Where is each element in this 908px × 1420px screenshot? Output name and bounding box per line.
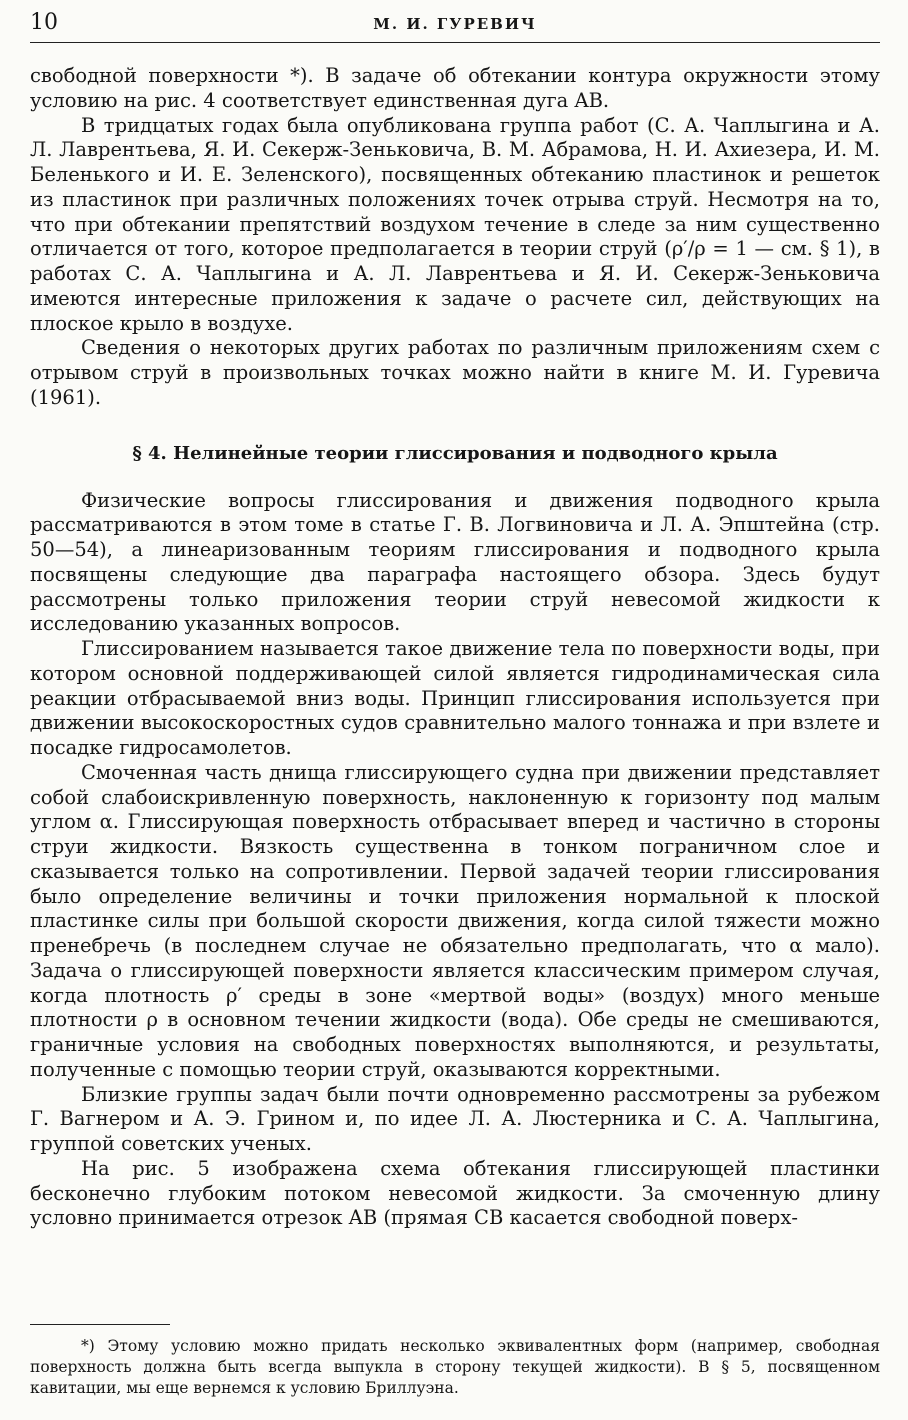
page-number: 10 bbox=[30, 10, 58, 35]
running-title: М. И. ГУРЕВИЧ bbox=[373, 15, 537, 33]
paragraph-8: На рис. 5 изображена схема обтекания глиссирующей пластинки бесконечно глубоким потоком невесомой жидкости. За смоченную длину условно принимается отрезок AB (прямая CB касается свободной поверх- bbox=[30, 1156, 880, 1230]
page-header bbox=[30, 8, 880, 38]
paragraph-2: В тридцатых годах была опубликована группа работ (С. А. Чаплыгина и А. Л. Лаврентьева, Я. И. Секерж-Зеньковича, В. М. Абрамова, Н. И. Ахиезера, И. М. Беленького и И. Е. Зеленского), посвященных обтеканию пластинок и решеток из пластинок при различных положениях точек отрыва струй. Несмотря на то, что при обтекании препятствий воздухом течение в следе за ним существенно отличается от того, которое предполагается в теории струй (ρ′/ρ = 1 — см. § 1), в работах С. А. Чаплыгина и А. Л. Лаврентьева и Я. И. Секерж-Зеньковича имеются интересные приложения к задаче о расчете сил, действующих на плоское крыло в воздухе. bbox=[30, 113, 880, 335]
footnote-text: *) Этому условию можно придать несколько эквивалентных форм (например, свободная поверхность должна быть всегда выпукла в сторону текущей жидкости). В § 5, посвященном кавитации, мы еще вернемся к условию Бриллуэна. bbox=[30, 1337, 880, 1397]
paragraph-1: свободной поверхности *). В задаче об обтекании контура окружности этому условию на рис. 4 соответствует единственная дуга AB. bbox=[30, 64, 880, 112]
paragraph-6: Смоченная часть днища глиссирующего судна при движении представляет собой слабоискривленную поверхность, наклоненную к горизонту под малым углом α. Глиссирующая поверхность отбрасывает вперед и частично в стороны струи жидкости. Вязкость существенна в тонком пограничном слое и сказывается только на сопротивлении. Первой задачей теории глиссирования было определение величины и точки приложения нормальной к плоской пластинке силы при большой скорости движения, когда силой тяжести можно пренебречь (в последнем случае не обязательно предполагать, что α мало). Задача о глиссирующей поверхности является классическим примером случая, когда плотность ρ′ среды в зоне «мертвой воды» (воздух) много меньше плотности ρ в основном течении жидкости (вода). Обе среды не смешиваются, граничные условия на свободных поверхностях выполняются, и результаты, полученные с помощью теории струй, оказываются корректными. bbox=[30, 760, 880, 1081]
paragraph-7: Близкие группы задач были почти одновременно рассмотрены за рубежом Г. Вагнером и А. Э. Грином и, по идее Л. А. Люстерника и С. А. Чаплыгина, группой советских ученых. bbox=[30, 1082, 880, 1155]
main-text bbox=[30, 64, 880, 1231]
header-rule bbox=[30, 42, 880, 43]
section-title: § 4. Нелинейные теории глиссирования и подводного крыла bbox=[132, 442, 778, 464]
footnote bbox=[30, 1336, 880, 1399]
paragraph-3: Сведения о некоторых других работах по различным приложениям схем с отрывом струй в произвольных точках можно найти в книге М. И. Гуревича (1961). bbox=[30, 336, 880, 409]
paragraph-5: Глиссированием называется такое движение тела по поверхности воды, при котором основной поддерживающей силой является гидродинамическая сила реакции отбрасываемой вниз воды. Принцип глиссирования используется при движении высокоскоростных судов сравнительно малого тоннажа и при взлете и посадке гидросамолетов. bbox=[30, 637, 880, 759]
paragraph-4: Физические вопросы глиссирования и движения подводного крыла рассматриваются в этом томе в статье Г. В. Логвиновича и Л. А. Эпштейна (стр. 50—54), а линеаризованным теориям глиссирования и подводного крыла посвящены следующие два параграфа настоящего обзора. Здесь будут рассмотрены только приложения теории струй невесомой жидкости к исследованию указанных вопросов. bbox=[30, 488, 880, 636]
footnote-rule bbox=[30, 1324, 170, 1325]
